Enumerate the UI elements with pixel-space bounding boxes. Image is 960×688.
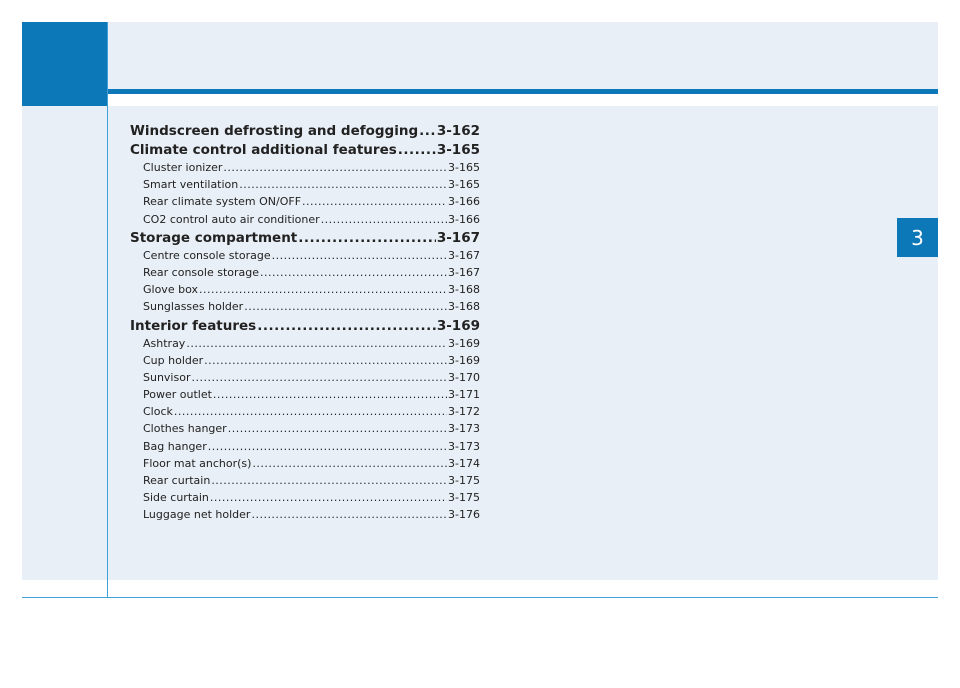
- dot-leader: [208, 440, 447, 453]
- dot-leader: [204, 354, 447, 367]
- toc-entry-page: 3-168: [448, 283, 480, 297]
- toc-subentry[interactable]: [130, 213, 480, 230]
- toc-entry-page: 3-169: [436, 317, 480, 334]
- dot-leader: [211, 474, 447, 487]
- toc-subentry[interactable]: [130, 422, 480, 439]
- toc-subentry[interactable]: [130, 283, 480, 300]
- dot-leader: [252, 457, 447, 470]
- toc-entry-title: Clothes hanger: [143, 422, 227, 436]
- toc-entry-page: 3-175: [448, 474, 480, 487]
- toc-entry-title: Luggage net holder: [143, 508, 251, 522]
- toc-entry-title: Sunglasses holder: [143, 300, 244, 314]
- dot-leader: [302, 195, 447, 208]
- dot-leader: [228, 422, 447, 435]
- dot-leader: [257, 318, 436, 334]
- toc-entry-title: Side curtain: [143, 491, 209, 505]
- header-gap: [107, 94, 938, 106]
- toc-section-entry[interactable]: [130, 142, 480, 161]
- toc-subentry[interactable]: [130, 300, 480, 317]
- toc-entry-title: CO2 control auto air conditioner: [143, 212, 320, 226]
- toc-entry-page: 3-171: [448, 388, 480, 402]
- toc-entry-title: Glove box: [143, 283, 198, 297]
- toc-subentry[interactable]: [130, 405, 480, 422]
- toc-entry-page: 3-173: [448, 439, 480, 453]
- toc-entry-page: 3-167: [436, 229, 480, 246]
- toc-subentry[interactable]: [130, 266, 480, 283]
- dot-leader: [210, 491, 447, 504]
- dot-leader: [213, 388, 447, 401]
- margin-line-horizontal: [22, 597, 938, 598]
- toc-entry-page: 3-165: [448, 178, 480, 192]
- toc-entry-page: 3-165: [448, 161, 480, 174]
- toc-subentry[interactable]: [130, 491, 480, 508]
- toc-entry-title: Power outlet: [143, 388, 212, 402]
- dot-leader: [244, 300, 447, 313]
- toc-section-entry[interactable]: [130, 123, 480, 142]
- toc-entry-title: Rear climate system ON/OFF: [143, 195, 302, 209]
- dot-leader: [174, 405, 447, 418]
- toc-entry-page: 3-175: [448, 491, 480, 505]
- toc-entry-title: Cluster ionizer: [143, 161, 223, 174]
- toc-subentry[interactable]: [130, 178, 480, 195]
- toc-entry-page: 3-166: [448, 212, 480, 226]
- toc-entry-page: 3-174: [448, 456, 480, 470]
- toc-subentry[interactable]: [130, 508, 480, 525]
- toc-subentry[interactable]: [130, 161, 480, 178]
- toc-entry-page: 3-167: [448, 265, 480, 279]
- toc-entry-page: 3-170: [448, 370, 480, 384]
- chapter-tab[interactable]: 3: [897, 218, 938, 257]
- margin-line-vertical: [107, 22, 108, 598]
- toc-subentry[interactable]: [130, 440, 480, 457]
- dot-leader: [321, 213, 447, 226]
- toc-entry-title: Climate control additional features: [130, 142, 397, 158]
- toc-entry-title: Smart ventilation: [143, 178, 239, 192]
- toc-section-entry[interactable]: [130, 230, 480, 249]
- dot-leader: [186, 337, 447, 350]
- toc-entry-title: Ashtray: [143, 336, 186, 350]
- toc-entry-title: Interior features: [130, 317, 257, 334]
- toc-entry-title: Sunvisor: [143, 370, 191, 384]
- toc-entry-page: 3-173: [448, 422, 480, 436]
- toc-entry-page: 3-172: [448, 405, 480, 419]
- dot-leader: [191, 371, 447, 384]
- dot-leader: [239, 178, 447, 191]
- toc-entry-title: Bag hanger: [143, 439, 207, 453]
- toc-subentry[interactable]: [130, 474, 480, 491]
- toc-subentry[interactable]: [130, 457, 480, 474]
- toc-subentry[interactable]: [130, 195, 480, 212]
- toc-entry-page: 3-176: [448, 508, 480, 522]
- toc-entry-title: Floor mat anchor(s): [143, 456, 252, 470]
- toc-entry-title: Centre console storage: [143, 248, 271, 262]
- dot-leader: [199, 283, 447, 296]
- toc-entry-page: 3-169: [448, 353, 480, 367]
- dot-leader: [298, 230, 436, 246]
- toc-entry-page: 3-162: [436, 123, 480, 139]
- dot-leader: [223, 161, 447, 174]
- toc-entry-title: Clock: [143, 405, 173, 419]
- toc-entry-title: Cup holder: [143, 353, 204, 367]
- toc-section-entry[interactable]: [130, 318, 480, 337]
- toc-entry-title: Rear console storage: [143, 265, 259, 279]
- toc-subentry[interactable]: [130, 388, 480, 405]
- dot-leader: [260, 266, 447, 279]
- dot-leader: [272, 249, 447, 262]
- toc-subentry[interactable]: [130, 354, 480, 371]
- toc-entry-page: 3-169: [448, 336, 480, 350]
- toc-subentry[interactable]: [130, 371, 480, 388]
- corner-block: [22, 22, 107, 106]
- dot-leader: [419, 123, 436, 139]
- toc-entry-page: 3-167: [448, 248, 480, 262]
- toc-entry-page: 3-165: [436, 142, 480, 158]
- toc-entry-page: 3-168: [448, 300, 480, 314]
- table-of-contents: [130, 123, 480, 526]
- toc-entry-title: Storage compartment: [130, 229, 298, 246]
- toc-entry-title: Rear curtain: [143, 474, 211, 487]
- toc-entry-title: Windscreen defrosting and defogging: [130, 123, 419, 139]
- dot-leader: [398, 142, 436, 158]
- toc-entry-page: 3-166: [448, 195, 480, 209]
- toc-subentry[interactable]: [130, 337, 480, 354]
- toc-subentry[interactable]: [130, 249, 480, 266]
- dot-leader: [251, 508, 447, 521]
